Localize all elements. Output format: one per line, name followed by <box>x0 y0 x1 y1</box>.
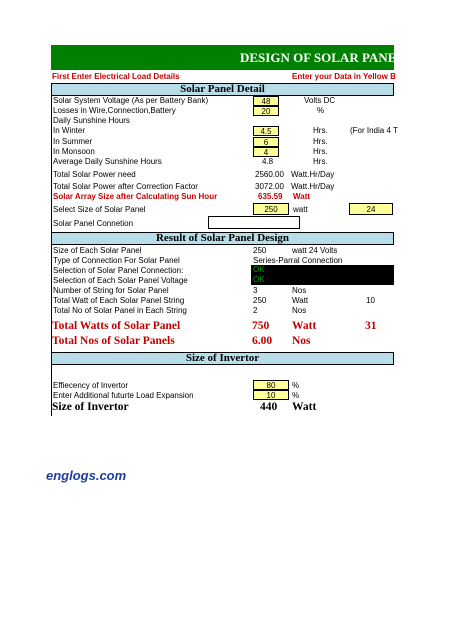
page-title: DESIGN OF SOLAR PANE <box>240 50 397 65</box>
sunshine-label: Daily Sunshine Hours <box>53 116 130 125</box>
total-no-string-value: 2 <box>253 306 258 315</box>
total-watt-string-value: 250 <box>253 296 267 305</box>
expansion-input[interactable]: 10 <box>253 390 289 400</box>
size-each-value: 250 <box>253 246 267 255</box>
total-watts-extra: 31 <box>365 320 377 332</box>
total-nos-value: 6.00 <box>252 335 273 347</box>
winter-input[interactable]: 4.5 <box>253 126 279 136</box>
section-solar-panel-detail: Solar Panel Detail <box>51 83 394 96</box>
connection-label: Solar Panel Connetion <box>53 219 134 228</box>
num-string-value: 3 <box>253 286 258 295</box>
invertor-size-unit: Watt <box>292 401 317 413</box>
panel-size-label: Select Size of Solar Panel <box>53 205 146 214</box>
voltage-unit: Volts DC <box>304 96 336 105</box>
sel-volt-status: OK <box>251 275 394 285</box>
section-result: Result of Solar Panel Design <box>51 232 394 245</box>
total-no-string-unit: Nos <box>292 306 307 315</box>
array-size-unit: Watt <box>293 192 311 201</box>
losses-input[interactable]: 20 <box>253 106 279 116</box>
total-need-unit: Watt.Hr/Day <box>291 170 335 179</box>
expansion-label: Enter Additional futurte Load Expansion <box>53 391 194 400</box>
total-watts-unit: Watt <box>292 320 317 332</box>
num-string-label: Number of String for Solar Panel <box>53 286 169 295</box>
total-watts-value: 750 <box>252 320 270 332</box>
invertor-size-label: Size of Invertor <box>52 401 129 413</box>
sel-conn-label: Selection of Solar Panel Connection: <box>53 266 184 275</box>
average-label: Average Daily Sunshine Hours <box>53 157 162 166</box>
panel-voltage-input[interactable]: 24 <box>349 203 393 215</box>
total-no-string-label: Total No of Solar Panel in Each String <box>53 306 187 315</box>
total-watt-string-label: Total Watt of Each Solar Panel String <box>53 296 185 305</box>
efficiency-label: Effiecency of Invertor <box>53 381 128 390</box>
invertor-size-value: 440 <box>260 401 278 413</box>
monsoon-unit: Hrs. <box>313 147 328 156</box>
monsoon-input[interactable]: 4 <box>253 147 279 157</box>
voltage-input[interactable]: 48 <box>253 96 279 106</box>
total-corr-label: Total Solar Power after Correction Factor <box>53 182 198 191</box>
total-nos-unit: Nos <box>292 335 311 347</box>
sel-volt-label: Selection of Each Solar Panel Voltage <box>53 276 188 285</box>
note-left: First Enter Electrical Load Details <box>52 72 180 81</box>
losses-label: Losses in Wire,Connection,Battery <box>53 106 176 115</box>
conn-type-label: Type of Connection For Solar Panel <box>53 256 180 265</box>
efficiency-input[interactable]: 80 <box>253 380 289 390</box>
total-watts-label: Total Watts of Solar Panel <box>52 320 181 332</box>
total-need-value: 2560.00 <box>255 170 284 179</box>
summer-unit: Hrs. <box>313 137 328 146</box>
note-right: Enter your Data in Yellow B <box>292 72 396 81</box>
total-watt-string-unit: Watt <box>292 296 309 305</box>
panel-size-unit: watt <box>293 205 308 214</box>
total-nos-label: Total Nos of Solar Panels <box>52 335 175 347</box>
connection-input[interactable] <box>208 216 300 229</box>
array-size-label: Solar Array Size after Calculating Sun Hour <box>53 192 218 201</box>
winter-label: In Winter <box>53 126 86 135</box>
total-corr-value: 3072.00 <box>255 182 284 191</box>
panel-size-input[interactable]: 250 <box>253 203 289 215</box>
losses-unit: % <box>317 106 325 115</box>
summer-input[interactable]: 6 <box>253 137 279 147</box>
efficiency-unit: % <box>292 381 300 390</box>
total-corr-unit: Watt.Hr/Day <box>291 182 335 191</box>
average-value: 4.8 <box>262 157 274 166</box>
total-watt-string-extra: 10 <box>366 296 375 305</box>
num-string-unit: Nos <box>292 286 307 295</box>
table-left-border <box>51 83 52 416</box>
total-need-label: Total Solar Power need <box>53 170 136 179</box>
expansion-unit: % <box>292 391 300 400</box>
size-each-unit: watt 24 Volts <box>292 246 338 255</box>
footer-link[interactable]: englogs.com <box>46 468 127 483</box>
winter-note: (For India 4 T <box>350 126 398 135</box>
voltage-label: Solar System Voltage (As per Battery Bank) <box>53 96 209 105</box>
array-size-value: 635.59 <box>258 192 283 201</box>
monsoon-label: In Monsoon <box>53 147 95 156</box>
average-unit: Hrs. <box>313 157 328 166</box>
size-each-label: Size of Each Solar Panel <box>53 246 142 255</box>
winter-unit: Hrs. <box>313 126 328 135</box>
summer-label: In Summer <box>53 137 93 146</box>
sel-conn-status: OK <box>251 265 394 275</box>
section-invertor: Size of Invertor <box>51 352 394 365</box>
conn-type-value: Series-Parral Connection <box>253 256 343 265</box>
